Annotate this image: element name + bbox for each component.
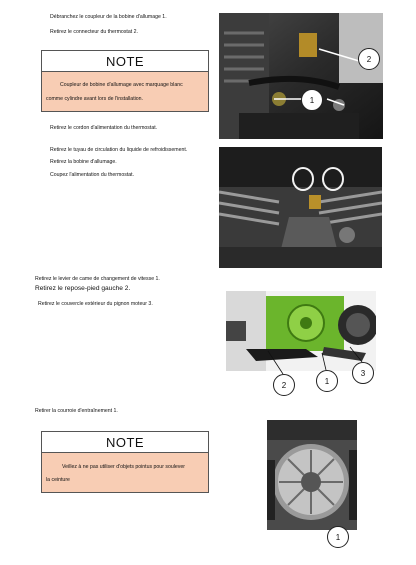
note-title: NOTE: [42, 51, 208, 72]
instruction-remove-cord: Retirez le cordon d'alimentation du thermostat.: [50, 125, 158, 131]
callout-2: 2: [358, 48, 380, 70]
note-line: comme cylindre avant lors de l'installation.: [46, 96, 144, 102]
instruction-remove-sprocket-cover: Retirez le couvercle extérieur du pignon moteur 3.: [38, 301, 153, 307]
instruction-remove-connector: Retirez le connecteur du thermostat 2.: [50, 29, 138, 35]
instruction-remove-coil: Retirez la bobine d'allumage.: [50, 159, 117, 165]
instruction-remove-shift-lever: Retirez le levier de came de changement de vitesse 1.: [35, 276, 160, 282]
note-box-belt: [41, 431, 209, 493]
note-title: NOTE: [42, 432, 208, 453]
instruction-remove-belt: Retirer la courroie d'entraînement 1.: [35, 408, 118, 414]
callout-1: 1: [327, 526, 349, 548]
callout-1: 1: [316, 370, 338, 392]
instruction-remove-hose: Retirez le tuyau de circulation du liquide de refroidissement.: [50, 147, 188, 153]
instruction-disconnect-coil: Débranchez le coupleur de la bobine d'allumage 1.: [50, 14, 167, 20]
callout-3: 3: [352, 362, 374, 384]
note-line: Veillez à ne pas utiliser d'objets pointus pour soulever: [62, 464, 185, 470]
callout-2: 2: [273, 374, 295, 396]
photo-drive-belt: [267, 420, 357, 530]
callout-1: 1: [301, 89, 323, 111]
note-body: [42, 453, 208, 492]
instruction-cut-power: Coupez l'alimentation du thermostat.: [50, 172, 135, 178]
instruction-remove-footrest: Retirez le repose-pied gauche 2.: [35, 285, 131, 292]
note-line: Coupleur de bobine d'allumage avec marquage blanc: [60, 82, 183, 88]
note-line: la ceinture: [46, 477, 70, 483]
